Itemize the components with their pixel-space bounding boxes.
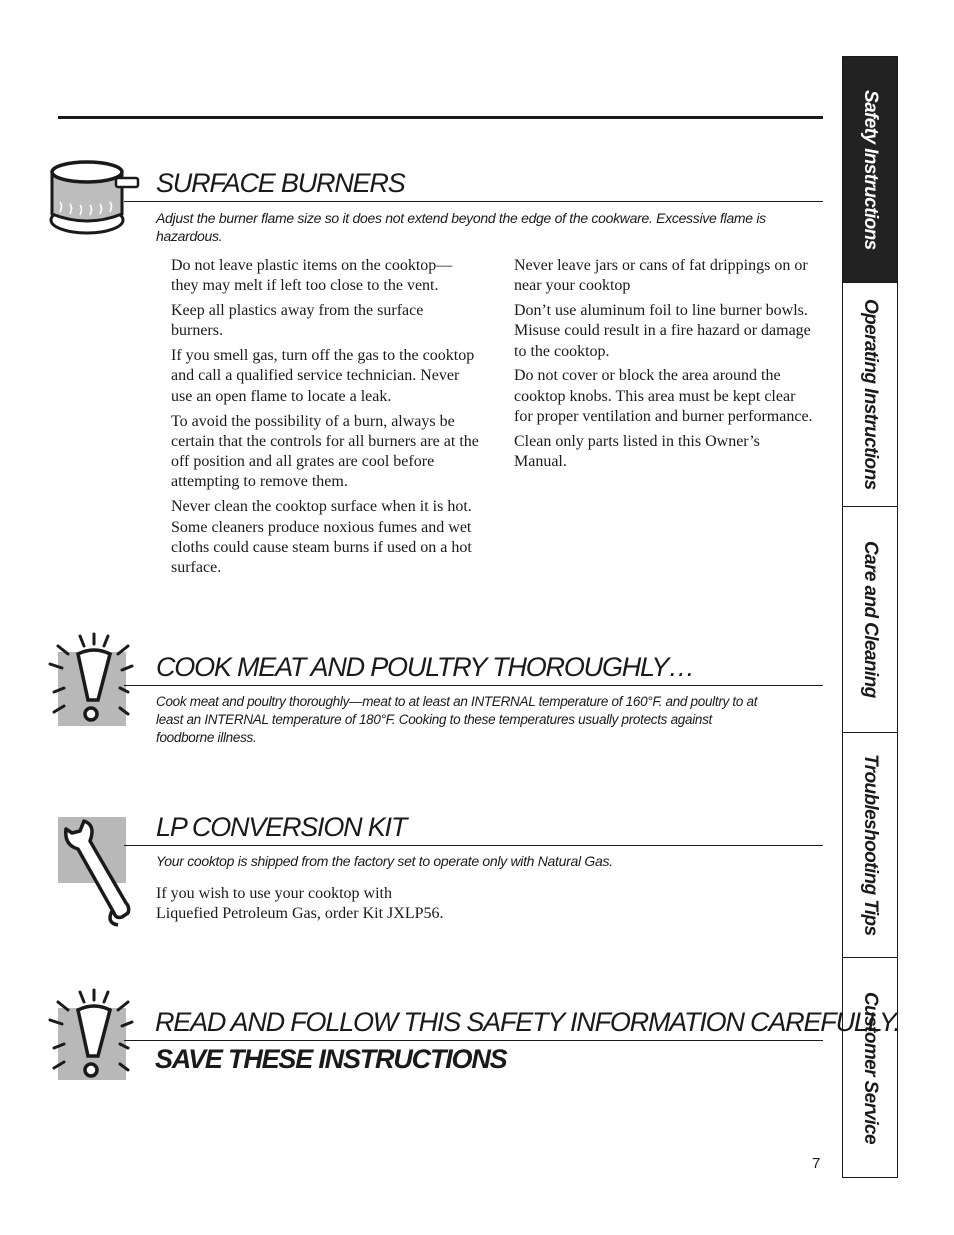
save-instructions-heading: SAVE THESE INSTRUCTIONS — [155, 1044, 507, 1074]
tab-label: Safety Instructions — [860, 89, 881, 250]
page-number: 7 — [812, 1155, 821, 1172]
pot-on-burner-icon — [46, 158, 142, 246]
section-tabs — [842, 56, 898, 1178]
lp-kit-body-line2: Liquefied Petroleum Gas, order Kit JXLP56. — [156, 905, 444, 922]
paragraph: Clean only parts listed in this Owner’s Manual. — [514, 432, 760, 471]
read-follow-rule — [124, 1040, 823, 1041]
warning-exclamation-icon — [44, 632, 134, 728]
surface-burners-left-column — [171, 256, 479, 583]
read-follow-heading: READ AND FOLLOW THIS SAFETY INFORMATION CAREFULLY. — [155, 1007, 900, 1037]
tab-label: Operating Instructions — [860, 299, 881, 490]
surface-burners-rule — [124, 201, 823, 202]
cook-meat-rule — [124, 685, 823, 686]
paragraph: If you smell gas, turn off the gas to the cooktop and call a qualified service technician. Never use an open flame to locate a leak. — [171, 347, 475, 405]
lp-kit-heading: LP CONVERSION KIT — [156, 812, 407, 842]
tab-troubleshooting-tips[interactable] — [843, 733, 897, 958]
tab-care-and-cleaning[interactable] — [843, 507, 897, 733]
tab-customer-service[interactable] — [843, 958, 897, 1177]
warning-exclamation-icon — [44, 988, 134, 1084]
tab-label: Troubleshooting Tips — [860, 754, 881, 936]
surface-burners-heading: SURFACE BURNERS — [156, 168, 405, 198]
paragraph: Never clean the cooktop surface when it is hot. Some cleaners produce noxious fumes and wet cloths could cause steam burns if used on a hot surface. — [171, 498, 472, 577]
paragraph: Do not leave plastic items on the cooktop—they may melt if left too close to the vent. — [171, 257, 453, 295]
lp-kit-rule — [124, 845, 823, 846]
lp-kit-body-line1: If you wish to use your cooktop with — [156, 885, 392, 902]
lp-kit-subtitle: Your cooktop is shipped from the factory set to operate only with Natural Gas. — [156, 853, 613, 869]
tab-safety-instructions[interactable] — [843, 57, 897, 283]
paragraph: To avoid the possibility of a burn, always be certain that the controls for all burners are at the off position and all grates are cool before attempting to remove them. — [171, 412, 479, 491]
paragraph: Don’t use aluminum foil to line burner bowls. Misuse could result in a fire hazard or damage to the cooktop. — [514, 302, 811, 360]
cook-meat-subtitle: Cook meat and poultry thoroughly—meat to at least an INTERNAL temperature of 160°F. and poultry to at least an INTERNAL temperature of 180°F. Cooking to these temperatures usually protects against foodborne illness. — [156, 694, 758, 745]
tab-label: Care and Cleaning — [860, 541, 881, 698]
wrench-icon — [56, 815, 146, 927]
paragraph: Keep all plastics away from the surface burners. — [171, 302, 424, 340]
paragraph: Do not cover or block the area around the cooktop knobs. This area must be kept clear for proper ventilation and burner performance. — [514, 367, 813, 426]
cook-meat-heading: COOK MEAT AND POULTRY THOROUGHLY… — [156, 652, 694, 682]
surface-burners-subtitle: Adjust the burner flame size so it does not extend beyond the edge of the cookware. Excessive flame is hazardous. — [156, 210, 766, 244]
paragraph: Never leave jars or cans of fat drippings on or near your cooktop — [514, 257, 808, 295]
surface-burners-right-column — [514, 256, 814, 477]
top-rule — [58, 116, 823, 119]
tab-label: Customer Service — [860, 991, 881, 1144]
tab-operating-instructions[interactable] — [843, 283, 897, 507]
